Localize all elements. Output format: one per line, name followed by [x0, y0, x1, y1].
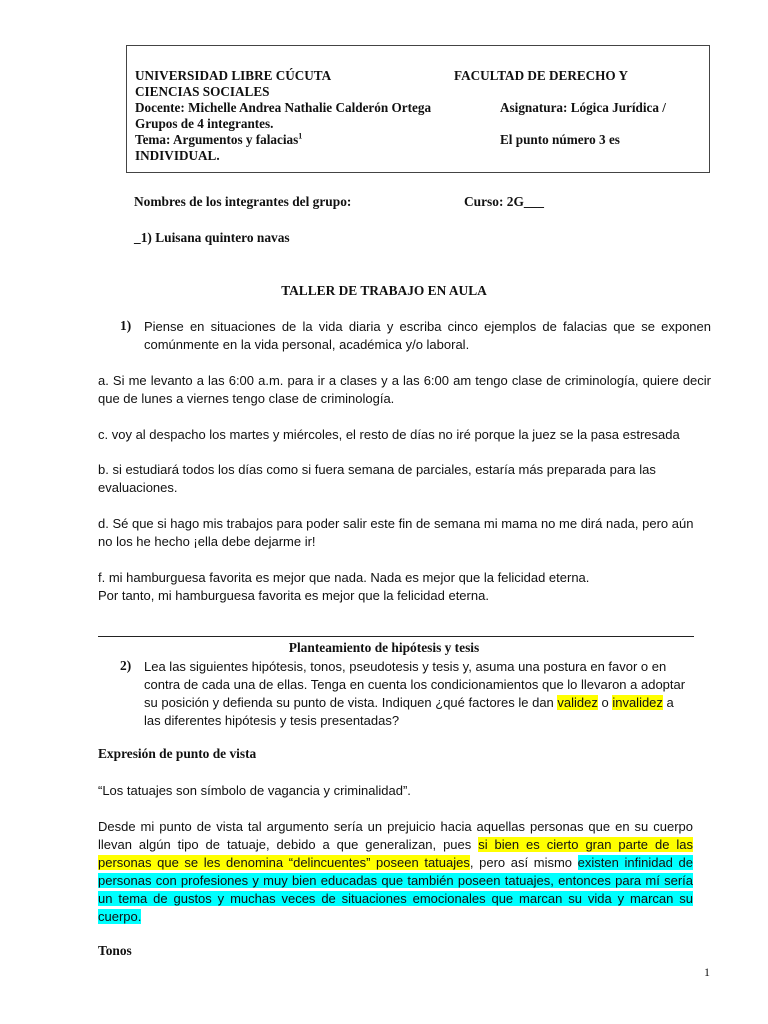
page-number: 1 — [704, 965, 710, 979]
footnote-marker: 1 — [298, 131, 303, 141]
point-note: El punto número 3 es — [500, 132, 620, 147]
opinion-part-2: , pero así mismo — [469, 855, 578, 870]
highlight-validez: validez — [557, 695, 598, 710]
individual-note: INDIVIDUAL. — [135, 148, 220, 163]
faculty-name: FACULTAD DE DERECHO Y — [454, 68, 629, 83]
members-label: Nombres de los integrantes del grupo: — [134, 194, 352, 209]
university-name: UNIVERSIDAD LIBRE CÚCUTA — [135, 68, 332, 83]
question-1-text: Piense en situaciones de la vida diaria y escriba cinco ejemplos de falacias que se exponen comúnmente en la vida personal, académica y/o laboral. — [144, 319, 711, 352]
section-divider — [98, 636, 694, 637]
question-1-number: 1) — [120, 318, 132, 333]
highlight-invalidez: invalidez — [612, 695, 663, 710]
tonos-title: Tonos — [98, 943, 132, 958]
answer-a: a. Si me levanto a las 6:00 a.m. para ir a clases y a las 6:00 am tengo clase de criminología, quiere decir que de lunes a viernes tengo clase de criminología. — [98, 373, 711, 406]
question-2-text-part-3: a las diferentes hipótesis y tesis presentadas? — [144, 695, 674, 728]
opinion-highlight-cyan: existen infinidad de personas con profesiones y muy bien educadas que también poseen tatuajes, entonces para mí sería un tema de gustos y muchas veces de situaciones emocionales que marcan su vida y marcan su cuerpo. — [98, 855, 693, 924]
answer-c: c. voy al despacho los martes y miércoles, el resto de días no iré porque la juez se la pasa estresada — [98, 427, 680, 442]
page-title: TALLER DE TRABAJO EN AULA — [281, 283, 487, 298]
quote: “Los tatuajes son símbolo de vagancia y criminalidad”. — [98, 783, 411, 798]
question-2-text-part-2: o — [597, 695, 613, 710]
member-1: _1) Luisana quintero navas — [134, 230, 290, 245]
question-2-text — [144, 658, 689, 730]
opinion-part-1: Desde mi punto de vista tal argumento sería un prejuicio hacia aquellas personas que en su cuerpo llevan algún tipo de tatuaje, debido a que generalizan, pues — [98, 819, 693, 852]
answer-b: b. si estudiará todos los días como si fuera semana de parciales, estaría más preparada para las evaluaciones. — [98, 462, 656, 495]
expression-title: Expresión de punto de vista — [98, 746, 257, 761]
course-label: Curso: 2G___ — [464, 194, 544, 209]
answer-d: d. Sé que si hago mis trabajos para poder salir este fin de semana mi mama no me dirá nada, pero aún no los he hecho ¡ella debe dejarme ir! — [98, 516, 694, 549]
question-2-number: 2) — [120, 658, 132, 673]
header-box — [126, 45, 710, 173]
subject-name: Asignatura: Lógica Jurídica / — [500, 100, 666, 115]
group-size: Grupos de 4 integrantes. — [135, 116, 274, 131]
answer-f-line-2: Por tanto, mi hamburguesa favorita es mejor que la felicidad eterna. — [98, 588, 489, 603]
topic: Tema: Argumentos y falacias — [135, 132, 299, 147]
opinion-highlight-yellow: si bien es cierto gran parte de las personas que se les denomina “delincuentes” poseen tatuajes — [98, 837, 693, 870]
faculty-name-cont: CIENCIAS SOCIALES — [135, 84, 270, 99]
answer-f-line-1: f. mi hamburguesa favorita es mejor que nada. Nada es mejor que la felicidad eterna. — [98, 570, 590, 585]
teacher-name: Docente: Michelle Andrea Nathalie Calderón Ortega — [135, 100, 432, 115]
question-2-text-part-1: Lea las siguientes hipótesis, tonos, pseudotesis y tesis y, asuma una postura en favor o en contra de cada una de ellas. Tenga en cuenta los condicionamientos que lo llevaron a adoptar su posición y defienda su punto de vista. Indiquen ¿qué factores le dan — [144, 659, 686, 710]
opinion-paragraph — [98, 818, 693, 926]
section-2-title: Planteamiento de hipótesis y tesis — [288, 640, 480, 655]
